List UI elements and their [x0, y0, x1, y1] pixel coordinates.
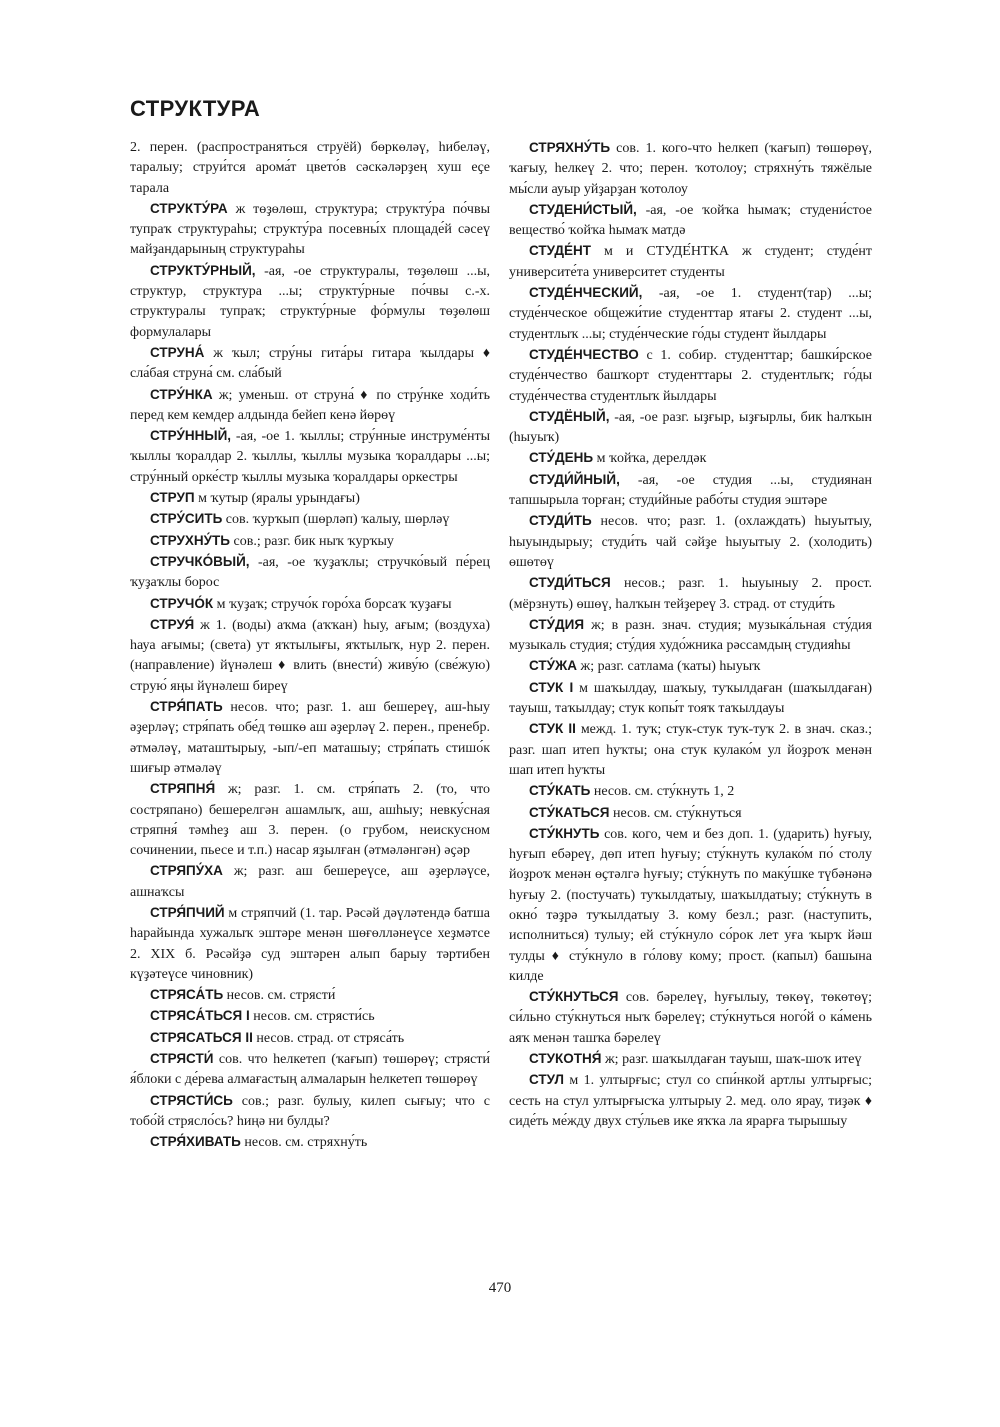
entry-definition: несов. что; разг. 1. аш бешереү, аш-һыу әҙерләү; стря́пать обе́д төшкө аш әҙерләү 2. перен., пренебр. әтмәләү, маташтырыу, -ып/-еп маташыу; стря́пать стишо́к шиғыр әтмәләү: [130, 700, 490, 776]
running-head: СТРУКТУРА: [130, 96, 261, 121]
entry-headword: СТРУЯ́: [150, 616, 195, 632]
dictionary-entry: [130, 1091, 490, 1133]
entry-headword: СТУДИ́ТЬ: [529, 513, 592, 529]
entry-headword: СТРУКТУ́РА: [150, 200, 228, 216]
entry-headword: СТРЯ́ПАТЬ: [150, 699, 223, 715]
entry-definition: ж; уменьш. от струна́ ♦ по стру́нке ходи́ть перед кем кемдер алдында бейеп кенә йөрөү: [130, 387, 490, 423]
entry-definition: ж 1. (воды) аҡма (аҡҡан) һыу, ағым; (воздуха) һауа ағымы; (света) ут яҡтылығы, яҡтылыҡ, нур 2. перен. (направление) йүнәлеш ♦ влить (внести́) живу́ю (све́жую) струю́ яңы йүнәлеш биреү: [130, 617, 490, 694]
entry-definition: несов. что; разг. 1. (охлаждать) һыуытыу, һыуындырыу; студи́ть чай сәйҙе һыуытыу 2. (холодить) өшөтөү: [509, 514, 872, 570]
entry-definition: несов. см. стрясти́сь: [249, 1009, 375, 1025]
dictionary-entry: [130, 594, 490, 615]
entry-headword: СТУДИ́ТЬСЯ: [529, 575, 611, 591]
dictionary-entry: [130, 615, 490, 697]
entry-headword: СТУ́ЖА: [529, 658, 578, 674]
dictionary-entry: [509, 345, 872, 407]
entry-headword: СТУЛ: [529, 1072, 565, 1088]
entry-definition: несов. см. сту́кнуться: [609, 805, 742, 821]
dictionary-entry: [509, 987, 872, 1049]
entry-headword: СТУДЕ́НЧЕСКИЙ,: [529, 285, 643, 301]
entry-definition: м шаҡылдау, шаҡыу, туҡылдаған (шаҡылдаған) тауыш, таҡылдау; стук копы́т тояҡ таҡылдауы: [509, 680, 872, 717]
entry-definition: ж; разг. сатлама (ҡаты) һыуыҡ: [577, 659, 761, 675]
entry-definition: -ая, -ое ҡуҙаҡлы; стручко́вый пе́рец ҡуҙаҡлы борос: [130, 554, 490, 591]
entry-headword: СТРЯ́ХИВАТЬ: [150, 1134, 241, 1150]
entry-definition: несов. страд. от стряса́ть: [252, 1030, 405, 1046]
entry-headword: СТУДЕ́НЧЕСТВО: [529, 346, 639, 362]
entry-headword: СТРУКТУ́РНЫЙ,: [150, 262, 256, 278]
entry-definition: 2. перен. (распространяться струёй) бөркөләү, һибеләү, таралыу; струи́тся арома́т цвето́в сәскәләрҙең хуш еҫе тарала: [130, 140, 490, 196]
entry-headword: СТРУЧО́К: [150, 595, 214, 611]
entry-headword: СТРЯСТИ́: [150, 1051, 214, 1067]
entry-headword: СТРУ́ННЫЙ,: [150, 428, 232, 444]
entry-definition: несов. см. сту́кнуть 1, 2: [590, 784, 735, 800]
dictionary-entry: [509, 241, 872, 283]
dictionary-entry: [509, 678, 872, 720]
dictionary-entry: [509, 448, 872, 469]
entry-headword: СТРУНА́: [150, 344, 205, 360]
entry-definition: м и СТУДЕ́НТКА ж студент; студе́нт университе́та университет студенты: [509, 244, 872, 280]
dictionary-entry: [130, 509, 490, 530]
entry-headword: СТУК II: [529, 721, 576, 737]
dictionary-entry: [130, 531, 490, 552]
entry-definition: -ая, -ое студия ...ы, студиянан тапшырыла торған; студи́йные рабо́ты студия эштәре: [509, 472, 872, 509]
entry-headword: СТРУП: [150, 490, 195, 506]
entry-definition: ж төҙөлөш, структура; структу́ра по́чвы тупраҡ структураһы; структу́ра посевны́х площаде́й сәсеү майҙандарының структураһы: [130, 201, 490, 258]
dictionary-entry: [130, 1028, 490, 1049]
dictionary-entry: [509, 656, 872, 677]
entry-definition: -ая, -ое 1. ҡыллы; стру́нные инструме́нты ҡыллы ҡоралдар 2. ҡыллы, ҡыллы музыка ҡоралдары ...ы; стру́нный орке́стр ҡыллы музыка ҡоралдары оркестры: [130, 429, 490, 485]
dictionary-entry: [509, 719, 872, 781]
entry-headword: СТУКОТНЯ́: [529, 1051, 602, 1067]
entry-definition: сов. 1. кого-что һелкеп (ҡағып) төшөрөү, ҡағыу, һелкеү 2. что; перен. ҡотолоу; стряхну́ть тяжёлые мы́сли ауыр уйҙарҙан ҡотолоу: [509, 141, 872, 197]
entry-headword: СТУДЁНЫЙ,: [529, 408, 610, 424]
entry-definition: м ҡутыр (яралы урындағы): [194, 491, 360, 507]
entry-headword: СТРЯСА́ТЬ: [150, 987, 224, 1003]
entry-headword: СТРЯПУ́ХА: [150, 863, 223, 879]
dictionary-entry: [509, 824, 872, 987]
entry-headword: СТУ́КНУТЬСЯ: [529, 989, 619, 1005]
dictionary-entry: [130, 261, 490, 343]
dictionary-entry: [130, 779, 490, 861]
entry-definition: несов. см. стрясти́: [223, 988, 336, 1004]
dictionary-entry: [130, 985, 490, 1006]
dictionary-entry: [509, 283, 872, 345]
entry-definition: м ҡойҡа, дерелдәк: [593, 451, 707, 467]
entry-definition: с 1. собир. студенттар; башки́рское студе́нчество башҡорт студенттары 2. студентлыҡ; го́ды студе́нчества студентлыҡ йылдары: [509, 347, 872, 404]
entry-definition: -ая, -ое разг. ыҙғыр, ыҙғырлы, бик һалҡын (һыуыҡ): [509, 409, 872, 446]
dictionary-entry: [130, 426, 490, 488]
dictionary-entry: [130, 1132, 490, 1153]
entry-definition: сов. бәрелеү, һуғылыу, төкөү, төкөтөү; си́льно сту́кнуться ныҡ бәрелеү; сту́кнуться ного́й о ка́мень аяҡ менән ташҡа бәрелеү: [509, 990, 872, 1046]
entry-headword: СТРУ́СИТЬ: [150, 511, 223, 527]
entry-definition: -ая, -ое 1. студент(тар) ...ы; студе́нческое общежи́тие студенттар ятағы 2. студент ...ы, студентлыҡ ...ы; студе́нческие го́ды студент йылдары: [509, 286, 872, 342]
dictionary-entry: [130, 488, 490, 509]
dictionary-entry: [509, 803, 872, 824]
entry-definition: м 1. ултырғыс; стул со спи́нкой артлы ултырғыс; сесть на стул ултырғысҡа ултырыу 2. мед. оло ярау, тиҙәк ♦ сиде́ть ме́жду двух сту́льев ике яҡҡа ла ярарға тырышыу: [509, 1073, 872, 1129]
dictionary-entry: [509, 573, 872, 615]
entry-definition: м стряпчий (1. тар. Рәсәй дәүләтендә батша һарайында хужалыҡ эштәре менән шөғөлләнеүсе хеҙмәтсе 2. XIX б. Рәсәйҙә суд эштәрен алып барыу тәртибен күҙәтеүсе чиновник): [130, 905, 490, 982]
entry-headword: СТУДИ́ЙНЫЙ,: [529, 471, 620, 487]
entry-definition: сов.; разг. бик ныҡ ҡурҡыу: [230, 533, 394, 549]
dictionary-entry: [509, 470, 872, 512]
entry-definition: межд. 1. туҡ; стук-стук туҡ-туҡ 2. в знач. сказ.; разг. шап итеп һуҡты; она стук кулако́м ул йоҙроҡ менән шап итеп һуҡты: [509, 722, 872, 778]
dictionary-entry: [130, 697, 490, 779]
page-number: 470: [488, 1280, 512, 1296]
entry-definition: несов. см. стряхну́ть: [240, 1135, 368, 1151]
entry-definition: -ая, -ое ҡойҡа һымаҡ; студени́стое вещество́ ҡойҡа һымаҡ матдә: [509, 202, 872, 239]
entry-headword: СТРУХНУ́ТЬ: [150, 532, 230, 548]
entry-definition: ж; разг. аш бешереүсе, аш әҙерләүсе, ашнаҡсы: [130, 864, 490, 900]
entry-headword: СТУ́КАТЬСЯ: [529, 804, 610, 820]
dictionary-entry: [130, 861, 490, 903]
dictionary-entry: [509, 200, 872, 242]
entry-definition: несов.; разг. 1. һыуыныу 2. прост. (мёрзнуть) өшөү, һалҡын тейҙереү 3. страд. от студи́ть: [509, 576, 872, 612]
entry-definition: сов. кого, чем и без доп. 1. (ударить) һуғыу, һуғып ебәреү, дөп итеп һуғыу; сту́кнуть кулако́м по́ столу йоҙроҡ менән өҫтәлгә һуғыу; сту́кнуть по маку́шке түбәнәнә һуғыу 2. (постучать) туҡылдатыу, шаҡылдатыу; сту́кнуть в окно́ тәҙрә туҡылдатыу 3. кому безл.; разг. (наступить, исполниться) тулыу; ей сту́кнуло со́рок лет уға ҡырҡ йәш тулды ♦ сту́кнуло в го́лову кому; прост. (капыл) башына килде: [509, 826, 872, 984]
dictionary-entry: [130, 199, 490, 261]
entry-headword: СТРЯПНЯ́: [150, 781, 216, 797]
dictionary-entry: [130, 138, 490, 199]
dictionary-entry: [130, 1006, 490, 1027]
right-column: [509, 138, 872, 1132]
entry-headword: СТРЯСА́ТЬСЯ I: [150, 1008, 250, 1024]
entry-headword: СТУДЕ́НТ: [529, 243, 591, 259]
entry-definition: сов. ҡурҡып (шөрләп) ҡалыу, шөрләү: [222, 512, 450, 528]
dictionary-entry: [509, 138, 872, 200]
dictionary-entry: [509, 781, 872, 802]
entry-headword: СТУДЕНИ́СТЫЙ,: [529, 201, 637, 217]
entry-headword: СТРУ́НКА: [150, 386, 213, 402]
dictionary-entry: [509, 511, 872, 573]
dictionary-entry: [130, 385, 490, 427]
entry-definition: ж; в разн. знач. студия; музыка́льная сту́дия музыкаль студия; сту́дия худо́жника рәссамдың студияһы: [509, 617, 872, 654]
dictionary-entry: [130, 552, 490, 594]
entry-headword: СТУ́ДЕНЬ: [529, 450, 594, 466]
entry-headword: СТУК I: [529, 679, 574, 695]
entry-headword: СТРУЧКО́ВЫЙ,: [150, 553, 250, 569]
entry-headword: СТРЯСАТЬСЯ II: [150, 1029, 253, 1045]
entry-definition: ж; разг. 1. см. стря́пать 2. (то, что состряпано) бешерелгән ашамлыҡ, аш, ашһыу; невку́сная стряпня́ тәмһеҙ аш 3. перен. (о грубом, неискусном сочинении, пьесе и т.п.) насар яҙылған (әтмәләнгән) әҫәр: [130, 782, 490, 859]
dictionary-entry: [509, 407, 872, 449]
entry-definition: сов. что һелкетеп (ҡағып) төшөрөү; стрясти́ я́блоки с де́рева алмағастың алмаларын һелкетеп төшөрөү: [130, 1052, 490, 1088]
entry-headword: СТУ́КАТЬ: [529, 783, 591, 799]
dictionary-entry: [509, 1070, 872, 1132]
entry-headword: СТРЯ́ПЧИЙ: [150, 904, 225, 920]
left-column: [130, 138, 490, 1154]
dictionary-entry: [130, 903, 490, 985]
entry-definition: м ҡуҙаҡ; стручо́к горо́ха борсаҡ ҡуҙағы: [213, 596, 452, 612]
entry-headword: СТУ́КНУТЬ: [529, 825, 600, 841]
entry-headword: СТРЯХНУ́ТЬ: [529, 140, 611, 155]
entry-definition: ж ҡыл; стру́ны гита́ры гитара ҡылдары ♦ сла́бая струна́ см. сла́бый: [130, 345, 490, 382]
entry-definition: сов.; разг. булыу, килеп сығыу; что с тобо́й стрясло́сь? һиңә ни булды?: [130, 1093, 490, 1129]
entry-definition: ж; разг. шаҡылдаған тауыш, шаҡ-шоҡ итеү: [601, 1052, 862, 1068]
entry-headword: СТРЯСТИ́СЬ: [150, 1092, 233, 1108]
dictionary-entry: [509, 615, 872, 657]
dictionary-entry: [130, 1049, 490, 1091]
entry-headword: СТУ́ДИЯ: [529, 616, 585, 632]
dictionary-entry: [130, 343, 490, 385]
entry-definition: -ая, -ое структуралы, төҙөлөш ...ы, структур, структура ...ы; структу́рные по́чвы с.-х. структуралы тупраҡ; структу́рные фо́рмулы төҙөлөш формулалары: [130, 263, 490, 340]
dictionary-entry: [509, 1049, 872, 1070]
